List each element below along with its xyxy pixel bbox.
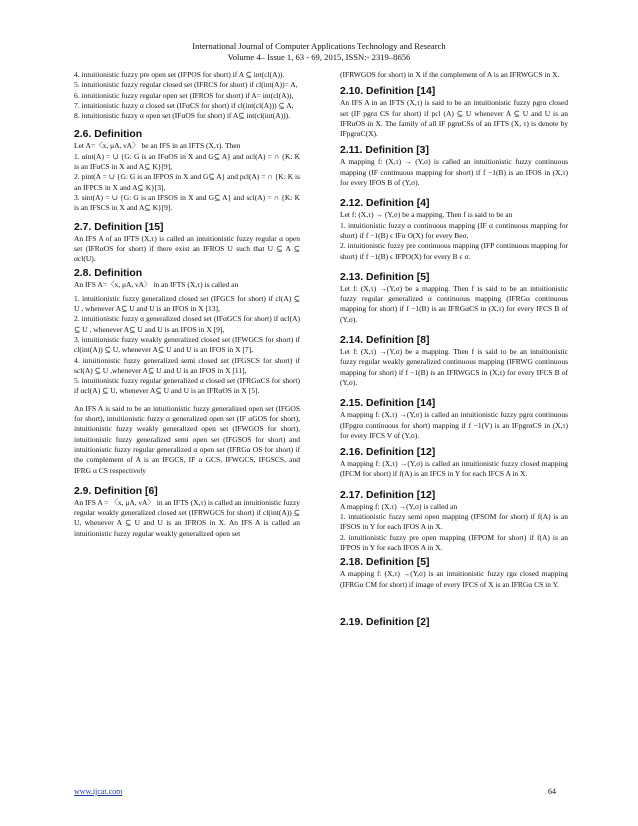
paragraph: A mapping f: (X,τ) → (Y,σ) is called an intuitionistic fuzzy continuous mapping (IF continuous mapping for short) if f −1(B) is an IFOS in (X,τ) for every IFOS B of (Y,σ). — [340, 157, 568, 188]
section-heading: 2.9. Definition [6] — [74, 485, 158, 497]
paragraph: 1. intuitionistic fuzzy generalized closed set (IFGCS for short) if cl(A) ⊆ U , whenever A⊆ U and U is an IFOS in X [13], — [74, 293, 300, 314]
paragraph: 7. intuitionistic fuzzy α closed set (IFαCS for short) if cl(int(cl(A))) ⊆ A, — [74, 100, 294, 110]
paragraph: Let f: (X,τ) →(Y,σ) be a mapping. Then f is said to be an intuitionistic fuzzy regular generalized α continuous mapping (IFRGα continuous mapping for short) if f −1(B) is an IFRGαCS in (X,τ) for every IFCS B of (Y,σ). — [340, 283, 568, 324]
paragraph: Let A=〈x, μA, νA〉 be an IFS in an IFTS (X,τ). Then — [74, 141, 241, 151]
paragraph: 1. intuitionistic fuzzy α continuous mapping (IF α continuous mapping for short) if f −1(B) ϵ IFα O(X) for every Beσ, — [340, 220, 568, 240]
left-column — [74, 70, 300, 539]
paragraph: A mapping f: (X,τ) →(Y,σ) is called an intuitionistic fuzzy pgrα continuous (IFpgrα continuous for short) mapping if f −1(V) is an IFpgrαCS in (X,τ) for every IFCS V of (Y,σ). — [340, 410, 568, 440]
paragraph: 3. sint(A) = ∪ {G: G is an IFSOS in X and G⊆ A} and scl(A) = ∩ {K: K is an IFSCS in X and A⊆ K}[9]. — [74, 192, 300, 213]
section-heading: 2.7. Definition [15] — [74, 221, 164, 233]
journal-title: International Journal of Computer Applications Technology and Research — [192, 41, 446, 51]
section-heading: 2.14. Definition [8] — [340, 335, 430, 347]
section-heading: 2.19. Definition [2] — [340, 616, 430, 628]
paragraph: A mapping f: (X,τ) →(Y,σ) is called an intuitionistic fuzzy closed mapping (IFCM for short) if f(A) is an IFCS in Y for each IFCS A in X. — [340, 459, 568, 479]
paragraph: 4. intuitionistic fuzzy pre open set (IFPOS for short) if A ⊆ int(cl(A)). — [74, 70, 285, 79]
paragraph: 5. intuitionistic fuzzy regular generalized α closed set (IFRGαCS for short) if αcl(A) ⊆ U, whenever A⊆ U and U is an IFRαOS in X [5]. — [74, 376, 300, 396]
spacer — [74, 397, 300, 404]
paragraph: 8. intuitionistic fuzzy α open set (IFαOS for short) if A⊆ int(cl(int(A))). — [74, 111, 290, 121]
paragraph: A mapping f: (X,τ) →(Y,σ) is called an — [340, 501, 458, 511]
section-heading: 2.8. Definition — [74, 268, 143, 280]
paragraph: (IFRWGOS for short) in X if the complement of A is an IFRWGCS in X. — [340, 70, 560, 79]
paragraph: A mapping f: (X,τ) →(Y,σ) is an intuitionistic fuzzy rgα closed mapping (IFRGα CM for short) if image of every IFCS of X is an IFRGα CS in Y. — [340, 569, 568, 589]
spacer — [340, 590, 568, 616]
paragraph: 1. αint(A) = ∪ {G: G is an IFαOS in X and G⊆ A} and αcl(A) = ∩ {K: K is an IFαCS in X and A⊆ K}[9], — [74, 151, 300, 172]
paragraph: 4. intuitionistic fuzzy generalized semi closed set (IFGSCS for short) if scl(A) ⊆ U ,whenever A⊆ U and U is an IFOS in X [11], — [74, 355, 300, 375]
paragraph: 6. intuitionistic fuzzy regular open set (IFROS for short) if A= int(cl(A)), — [74, 90, 294, 100]
journal-volume: Volume 4– Issue 1, 63 - 69, 2015, ISSN:- 2319–8656 — [227, 52, 411, 62]
paragraph: An IFS A in an IFTS (X,τ) is said to be an intuitionistic fuzzy pgrα closed set (IF pgrα CS for short) if pcl (A) ⊆ U whenever A ⊆ U and U is an IFRαOS in X. The family of all IF pgrαCSs of an IFTS (X, τ) is denote by IFpgrαC(X). — [340, 98, 568, 139]
paragraph: 3. intuitionistic fuzzy weakly generalized closed set (IFWGCS for short) if cl(int(A)) ⊆ U, whenever A⊆ U and U is an IFOS in X [7], — [74, 334, 300, 355]
section-heading: 2.6. Definition — [74, 129, 143, 141]
section-heading: 2.18. Definition [5] — [340, 557, 430, 569]
spacer — [340, 388, 568, 397]
paragraph: 2. intuitionistic fuzzy pre open mapping (IFPOM for short) if f(A) is an IFPOS in Y for each IFOS A in X. — [340, 532, 568, 552]
paragraph: 2. intuitionistic fuzzy pre continuous mapping (IFP continuous mapping for short) if f −1(B) ϵ IFPO(X) for every B ϵ σ. — [340, 241, 568, 261]
spacer — [340, 325, 568, 334]
spacer — [74, 214, 300, 221]
paragraph: 5. intuitionistic fuzzy regular closed set (IFRCS for short) if cl(int(A))= A, — [74, 80, 298, 90]
paragraph: 2. pint(A = ∪ {G: G is an IFPOS in X and G⊆ A} and pcl(A) = ∩ {K: K is an IFPCS in X and A⊆ K}[3], — [74, 172, 300, 192]
section-heading: 2.17. Definition [12] — [340, 489, 436, 501]
section-heading: 2.16. Definition [12] — [340, 447, 436, 459]
paragraph: Let f: (X,τ) →(Y,σ) be a mapping. Then f is said to be an intuitionistic fuzzy regular weakly generalized continuous mapping (IFRWG continuous mapping for short) if f −1(B) is an IFRWGCS in (X,τ) for every IFCS B of (Y,σ). — [340, 347, 568, 387]
paragraph: 1. intuitionistic fuzzy semi open mapping (IFSOM for short) if f(A) is an IFSOS in Y for each IFOS A in X. — [340, 512, 568, 532]
section-heading: 2.13. Definition [5] — [340, 271, 430, 283]
paragraph: Let f: (X,τ) → (Y,σ) be a mapping. Then f is said to be an — [340, 210, 513, 220]
section-heading: 2.11. Definition [3] — [340, 145, 429, 157]
spacer — [340, 262, 568, 271]
paragraph: 2. intuitionistic fuzzy α generalized closed set (IFαGCS for short) if αcl(A) ⊆ U , whenever A⊆ U and U is an IFOS in X [9], — [74, 314, 300, 334]
footer-url-link[interactable]: www.ijcat.com — [74, 787, 123, 796]
page-number: 64 — [548, 787, 556, 796]
paragraph: An IFS A of an IFTS (X,τ) is called an intuitionistic fuzzy regular α open set (IFRαOS for short) if there exist an IFROS U such that U ⊆ A ⊆ αcl(U). — [74, 233, 300, 264]
spacer — [340, 480, 568, 489]
spacer — [74, 476, 300, 485]
right-column — [340, 70, 568, 629]
section-heading: 2.15. Definition [14] — [340, 398, 436, 410]
paragraph: An IFS A = 〈x, μA, νA〉 in an IFTS (X,τ) is called an intuitionistic fuzzy regular weakly generalized closed set (IFRWGCS for short) if cl(int(A)) ⊆ U, whenever A ⊆ U and U is an IFROS in X. An IFS A is called an intuitionistic fuzzy regular weakly generalized open set — [74, 497, 300, 538]
section-heading: 2.10. Definition [14] — [340, 86, 436, 98]
paragraph: An IFS A is said to be an intuitionistic fuzzy generalized open set (IFGOS for short), intuitionistic fuzzy α generalized open set (IF αGOS for short), intuitionistic fuzzy weakly generalized open set (IFWGOS for short), intuitionistic fuzzy generalized semi open set (IFGSOS for short) and intuitionistic fuzzy regular generalized α open set (IFRGα OS for short) if the complement of A is an IFGCS, IF α GCS, IFWGCS, IFGSCS, and IFRG α CS respectively — [74, 403, 300, 475]
spacer — [340, 188, 568, 197]
paragraph: An IFS A=〈x, μA, νA〉 in an IFTS (X,τ) is called an — [74, 280, 239, 290]
spacer — [74, 121, 300, 128]
section-heading: 2.12. Definition [4] — [340, 198, 430, 210]
